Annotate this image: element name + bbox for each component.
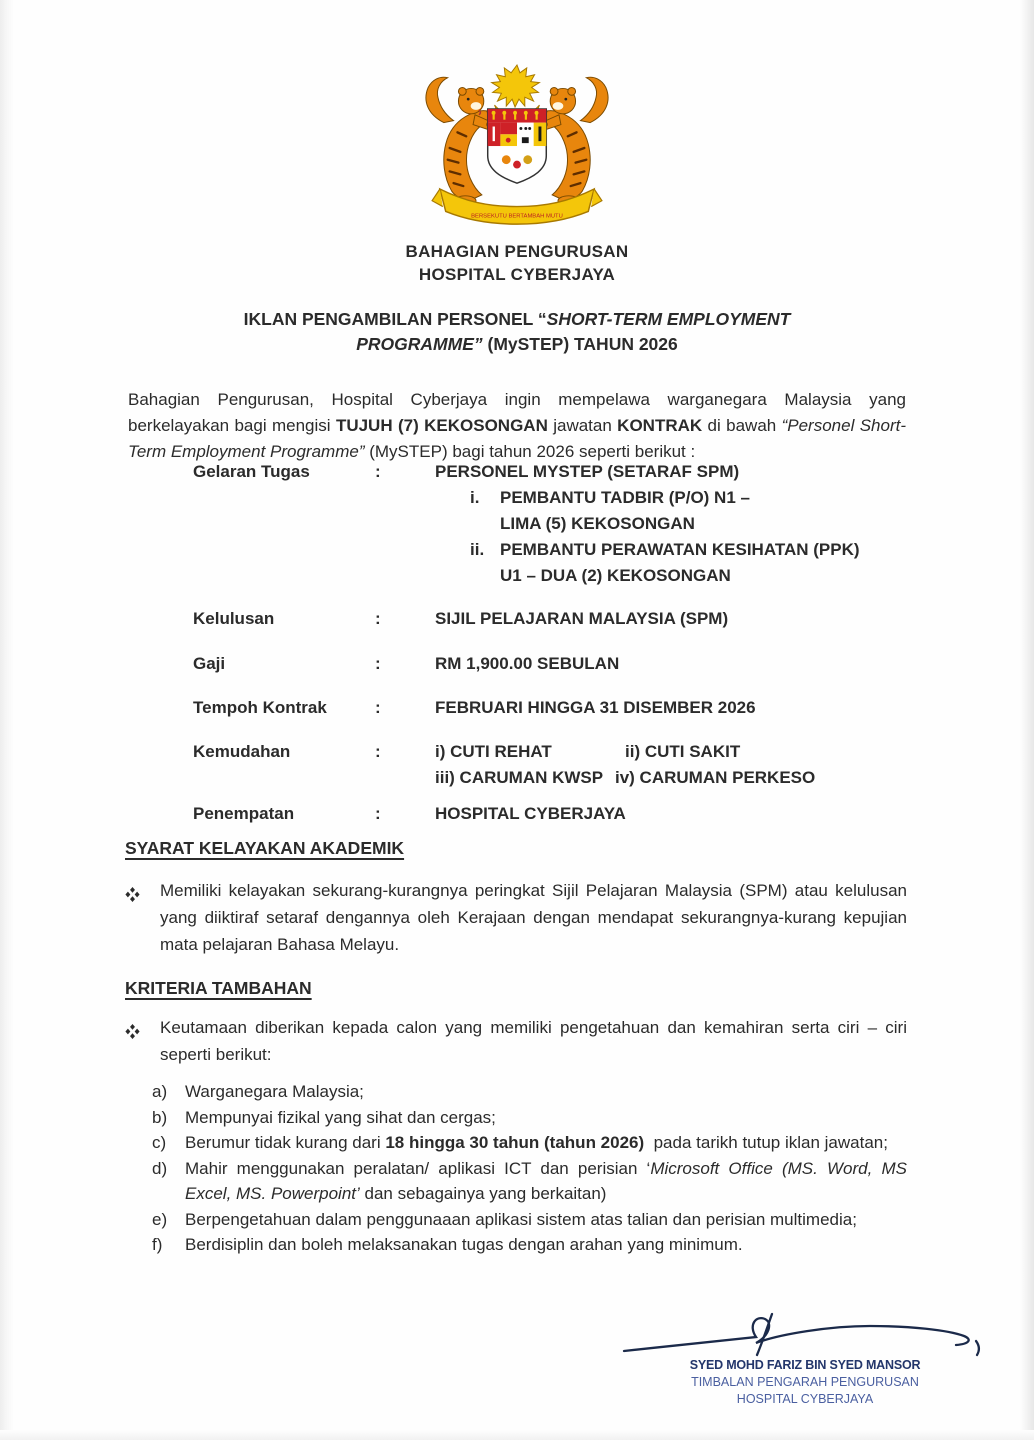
intro-run-7: (MySTEP) bagi tahun 2026 seperti berikut : <box>364 442 696 461</box>
coat-of-arms-icon <box>415 62 620 233</box>
detail-row-tempoh-kontrak <box>193 695 923 721</box>
item-letter: b) <box>152 1107 168 1127</box>
detail-row-gaji <box>193 651 923 677</box>
item-text: Warganegara Malaysia; <box>185 1082 364 1101</box>
detail-row-penempatan <box>193 801 923 827</box>
detail-row-kelulusan <box>193 606 923 632</box>
shield-icon <box>488 109 547 183</box>
section-heading-syarat: SYARAT KELAYAKAN AKADEMIK <box>125 838 405 858</box>
item-text <box>185 1130 907 1156</box>
detail-colon: : <box>375 742 381 761</box>
intro-run-1: Bahagian Pengurusan, Hospital Cyberjaya ingin mempelawa warganegara Malaysia yang berkelayakan bagi mengisi <box>128 390 906 435</box>
list-item-c <box>152 1130 907 1156</box>
detail-row-kemudahan <box>193 739 923 791</box>
item-letter: c) <box>152 1133 167 1152</box>
item-letter: a) <box>152 1082 168 1101</box>
intro-run-6: “Personel Short-Term Employment Programme” <box>128 416 907 461</box>
item-text <box>185 1156 907 1207</box>
detail-label: Tempoh Kontrak <box>193 698 327 717</box>
signatory-role: TIMBALAN PENGARAH PENGURUSAN <box>691 1375 919 1389</box>
detail-colon: : <box>375 698 381 717</box>
section-heading-kriteria: KRITERIA TAMBAHAN <box>125 978 312 998</box>
item-run-italic: Microsoft Office (MS. Word, MS Excel, MS. Powerpoint’ <box>185 1158 907 1203</box>
syarat-bullet-paragraph <box>125 877 907 958</box>
sub-item-line1: PEMBANTU TADBIR (P/O) N1 – <box>500 488 750 507</box>
detail-value: SIJIL PELAJARAN MALAYSIA (SPM) <box>435 609 729 628</box>
benefit-item: iii) CARUMAN KWSP <box>435 768 604 787</box>
detail-row-gelaran-tugas <box>193 459 923 589</box>
motto-text: BERSEKUTU BERTAMBAH MUTU <box>471 213 563 220</box>
list-item-a <box>152 1079 907 1105</box>
signatory-org: HOSPITAL CYBERJAYA <box>736 1392 874 1406</box>
detail-label: Kemudahan <box>193 742 291 761</box>
detail-value: HOSPITAL CYBERJAYA <box>435 804 626 823</box>
benefit-item: ii) CUTI SAKIT <box>625 742 741 761</box>
job-sub-item <box>435 485 923 537</box>
job-details <box>193 459 923 827</box>
detail-label: Gelaran Tugas <box>193 462 310 481</box>
sub-item-line2: LIMA (5) KEKOSONGAN <box>500 514 695 533</box>
item-text: Berpengetahuan dalam penggunaaan aplikasi sistem atas talian dan perisian multimedia; <box>185 1209 857 1229</box>
item-run: dan sebagainya yang berkaitan) <box>359 1184 607 1203</box>
sub-item-numeral: i. <box>470 488 480 507</box>
sub-item-line1: PEMBANTU PERAWATAN KESIHATAN (PPK) <box>500 540 860 559</box>
job-sub-item <box>435 537 923 589</box>
item-letter: f) <box>152 1235 163 1254</box>
item-letter: e) <box>152 1209 168 1229</box>
item-run: Berumur tidak kurang dari <box>185 1133 386 1152</box>
benefit-item: i) CUTI REHAT <box>435 742 552 761</box>
intro-run-5: di bawah <box>702 416 782 435</box>
item-text: Berdisiplin dan boleh melaksanakan tugas dengan arahan yang minimum. <box>185 1235 743 1254</box>
list-item-e <box>152 1207 907 1233</box>
detail-value: RM 1,900.00 SEBULAN <box>435 654 620 673</box>
sub-item-line2: U1 – DUA (2) KEKOSONGAN <box>500 566 731 585</box>
org-header <box>0 240 1034 286</box>
list-item-d <box>152 1156 907 1207</box>
advert-title <box>0 307 1034 357</box>
paper-right-edge <box>1020 0 1034 1440</box>
item-run-bold: 18 hingga 30 tahun (tahun 2026) <box>385 1133 645 1152</box>
item-letter: d) <box>152 1158 168 1178</box>
title-run-3: PROGRAMME” <box>356 334 483 354</box>
malaysia-coat-of-arms-logo <box>415 62 620 238</box>
title-run-4: (MySTEP) TAHUN 2026 <box>482 334 678 354</box>
title-run-2: SHORT-TERM EMPLOYMENT <box>546 309 791 329</box>
diamond-bullet-icon <box>125 887 140 902</box>
paper-left-edge <box>0 0 14 1440</box>
detail-value: PERSONEL MYSTEP (SETARAF SPM) <box>435 462 740 481</box>
detail-colon: : <box>375 609 381 628</box>
detail-label: Gaji <box>193 654 226 673</box>
signature-block <box>620 1312 990 1408</box>
detail-colon: : <box>375 654 381 673</box>
detail-label: Penempatan <box>193 804 295 823</box>
kriteria-intro-text: Keutamaan diberikan kepada calon yang memiliki pengetahuan dan kemahiran serta ciri – ciri seperti berikut: <box>160 1018 907 1064</box>
intro-paragraph <box>128 387 906 465</box>
criteria-letter-list <box>152 1079 907 1258</box>
sub-item-numeral: ii. <box>470 540 485 559</box>
diamond-bullet-icon <box>125 1024 140 1039</box>
list-item-b <box>152 1105 907 1131</box>
title-run-1: IKLAN PENGAMBILAN PERSONEL “ <box>243 309 547 329</box>
syarat-text: Memiliki kelayakan sekurang-kurangnya peringkat Sijil Pelajaran Malaysia (SPM) atau kelulusan yang diiktiraf setaraf dengannya oleh Kerajaan dengan mendapat sekurangnya-kurang kepujian mata pelajaran Bahasa Melayu. <box>160 881 907 954</box>
paper-bottom-edge <box>0 1430 1034 1440</box>
detail-value: FEBRUARI HINGGA 31 DISEMBER 2026 <box>435 698 756 717</box>
kriteria-bullet-paragraph <box>125 1014 907 1068</box>
org-line-1: BAHAGIAN PENGURUSAN <box>405 242 629 261</box>
list-item-f <box>152 1232 907 1258</box>
detail-colon: : <box>375 462 381 481</box>
intro-run-3: jawatan <box>547 416 618 435</box>
org-line-2: HOSPITAL CYBERJAYA <box>418 265 616 284</box>
detail-label: Kelulusan <box>193 609 275 628</box>
benefit-item: iv) CARUMAN PERKESO <box>615 768 816 787</box>
item-run: Mahir menggunakan peralatan/ aplikasi ICT dan perisian ‘ <box>185 1158 651 1178</box>
intro-run-2: TUJUH (7) KEKOSONGAN <box>335 416 548 435</box>
item-run: pada tarikh tutup iklan jawatan; <box>644 1133 888 1152</box>
intro-run-4: KONTRAK <box>617 416 703 435</box>
detail-colon: : <box>375 804 381 823</box>
signatory-name: SYED MOHD FARIZ BIN SYED MANSOR <box>689 1358 921 1372</box>
item-text: Mempunyai fizikal yang sihat dan cergas; <box>185 1107 496 1127</box>
